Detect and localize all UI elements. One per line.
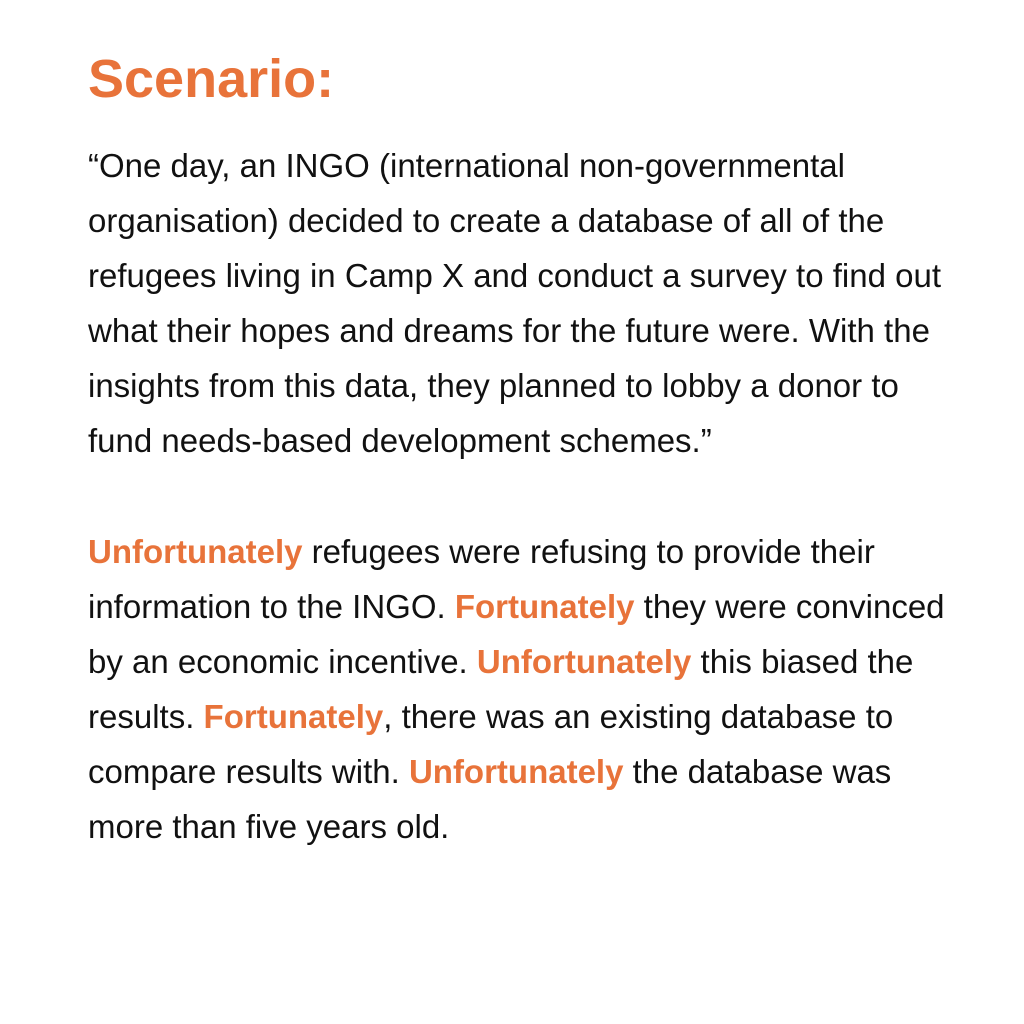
keyword-unfortunately-3: Unfortunately <box>408 753 624 790</box>
keyword-unfortunately-1: Unfortunately <box>88 533 303 570</box>
keyword-fortunately-2: Fortunately <box>203 698 384 735</box>
story-text-2: they were convinced by an economic incentive. <box>88 588 945 680</box>
keyword-fortunately-1: Fortunately <box>454 588 635 625</box>
story-text-1: refugees were refusing to provide their information to the INGO. <box>88 533 875 625</box>
scenario-card <box>88 44 948 854</box>
scenario-title: Scenario: <box>88 49 335 109</box>
keyword-unfortunately-2: Unfortunately <box>476 643 692 680</box>
story-text-3: this biased the results. <box>88 643 914 735</box>
scenario-story <box>88 524 948 854</box>
story-text-5: the database was more than five years old. <box>88 753 892 845</box>
scenario-quote: “One day, an INGO (international non-governmental organisation) decided to create a database of all of the refugees living in Camp X and conduct a survey to find out what their hopes and dreams for the future were. With the insights from this data, they planned to lobby a donor to fund needs-based development schemes.” <box>88 147 941 459</box>
story-text-4: , there was an existing database to compare results with. <box>88 698 894 790</box>
